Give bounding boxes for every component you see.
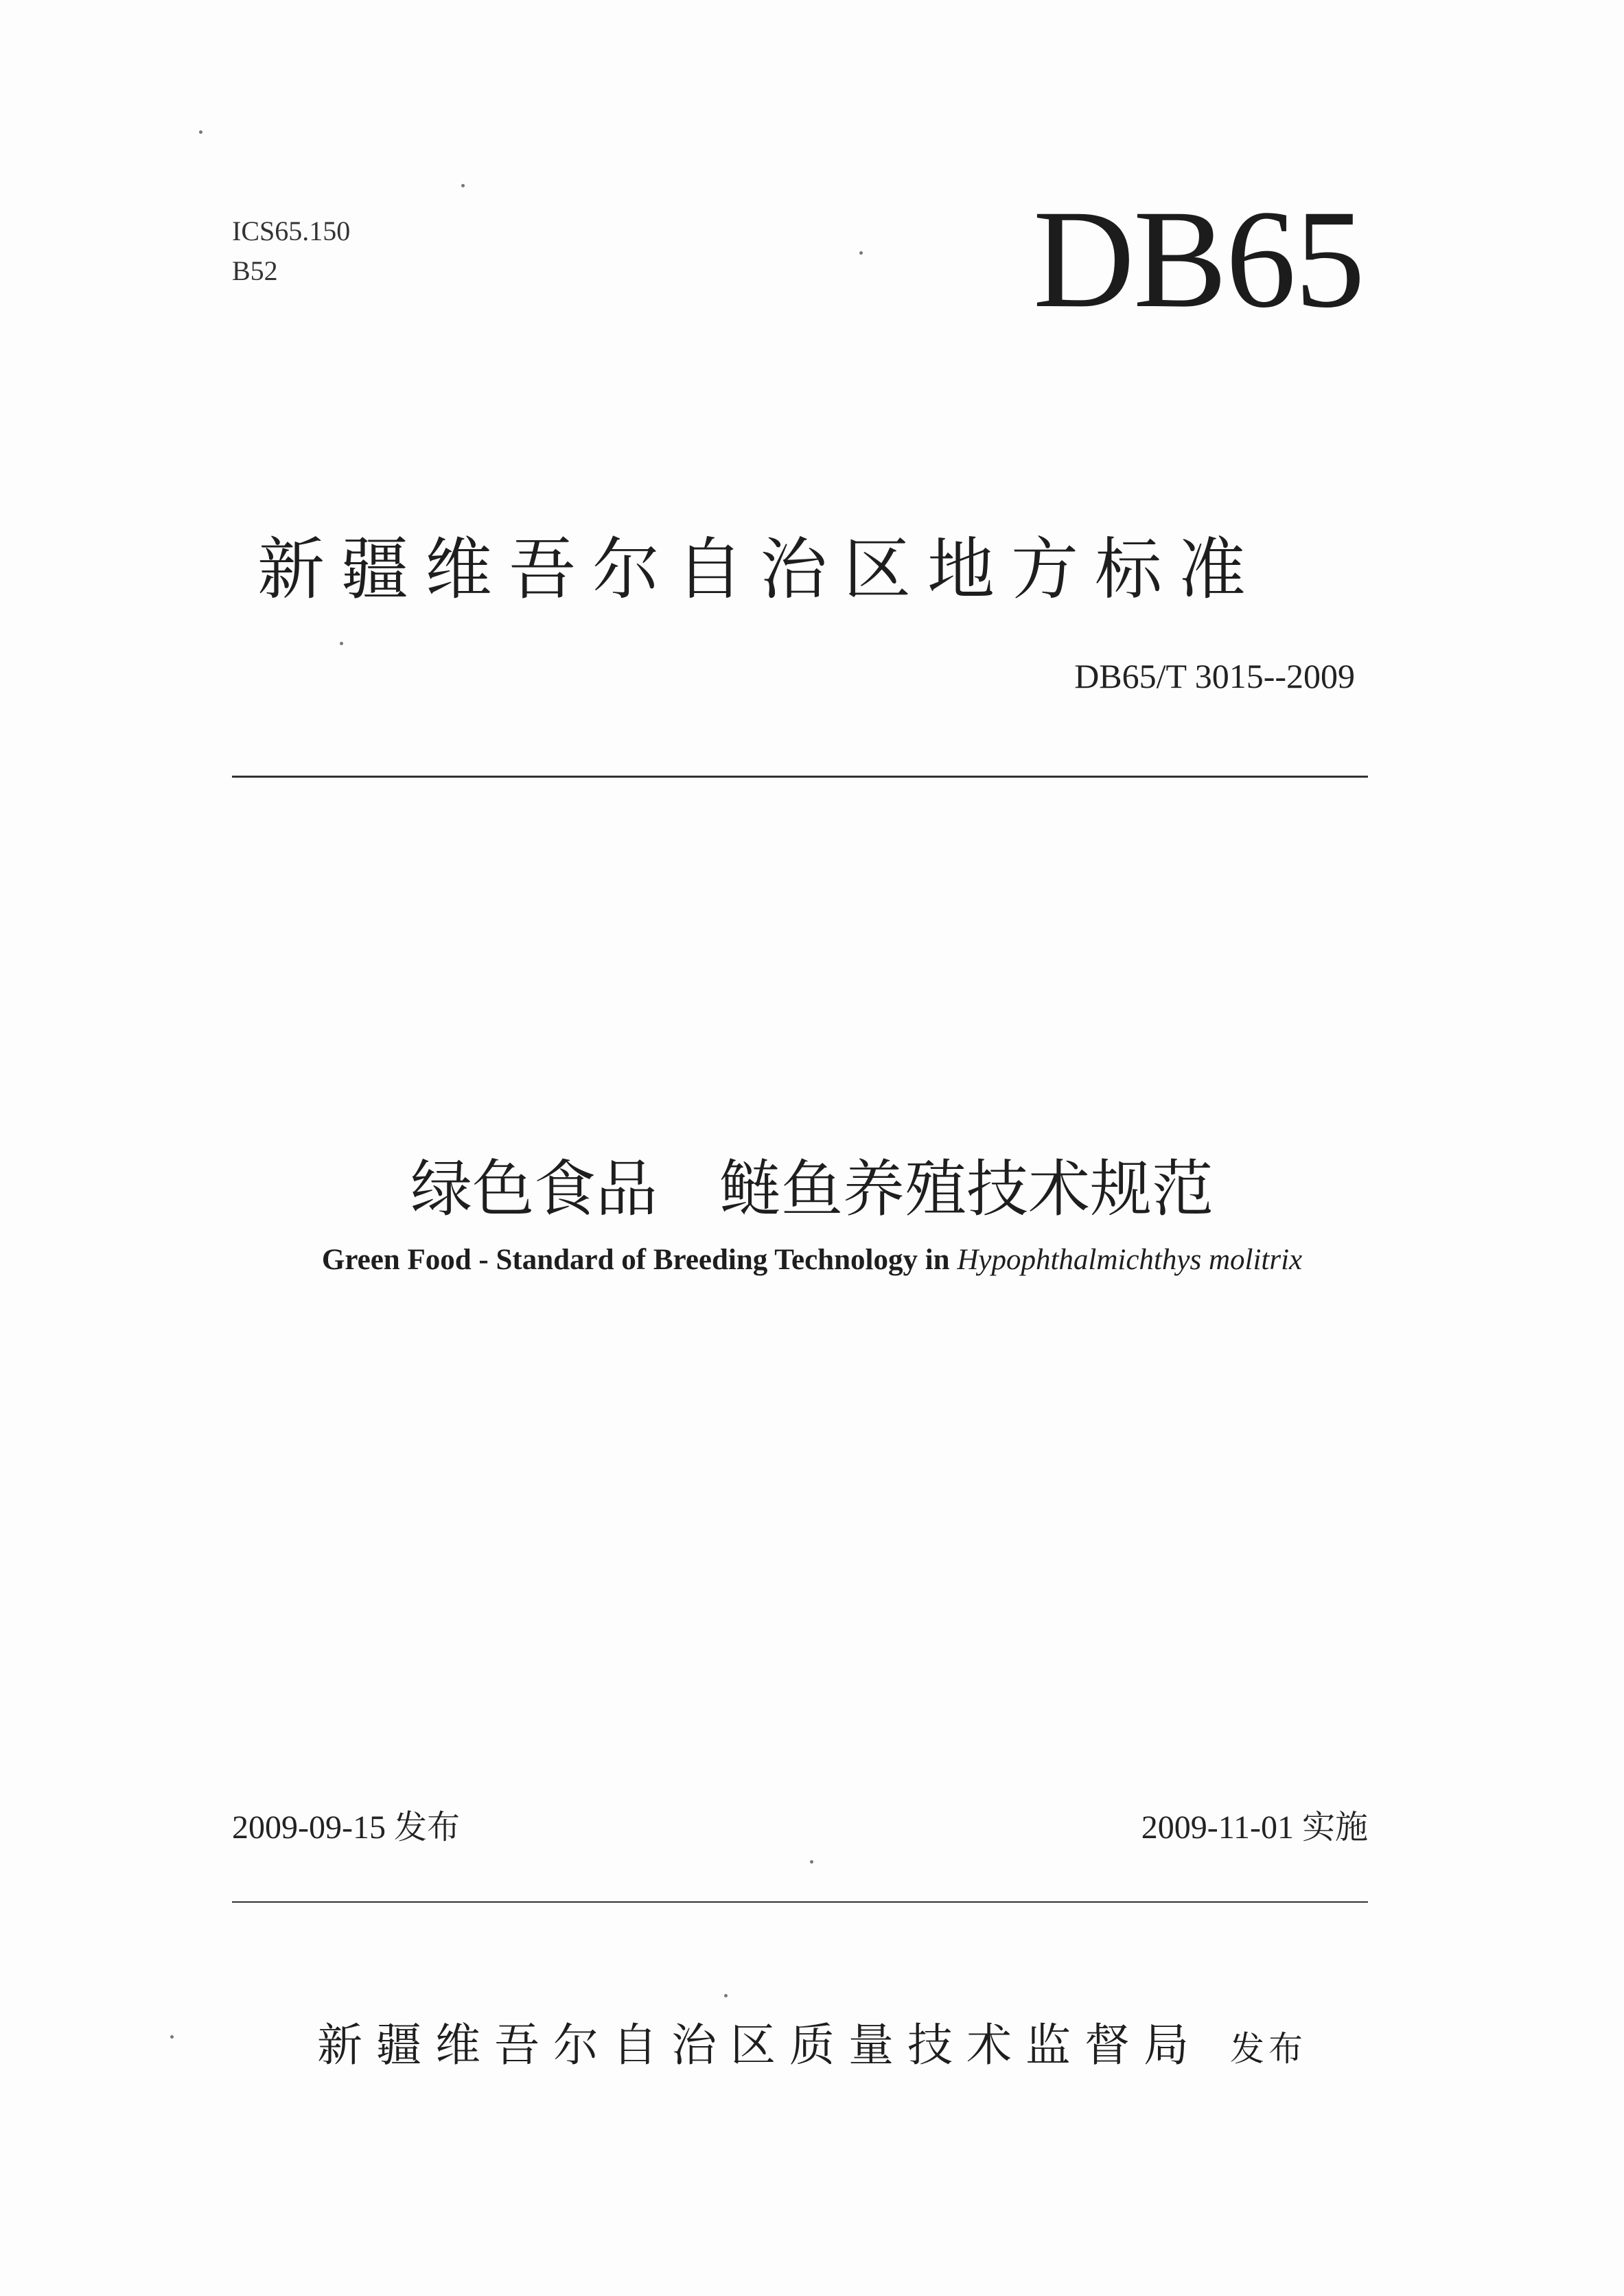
scan-speck xyxy=(859,251,863,255)
publisher-line xyxy=(0,2015,1624,2080)
classification-block xyxy=(232,211,350,291)
scientific-name: Hypophthalmichthys molitrix xyxy=(957,1244,1303,1276)
scan-speck xyxy=(340,642,343,645)
issue-date-line xyxy=(232,1807,460,1848)
bottom-divider xyxy=(232,1901,1368,1903)
implementation-label: 实施 xyxy=(1301,1808,1368,1846)
scan-speck xyxy=(461,184,465,187)
publisher-name: 新疆维吾尔自治区质量技术监督局 xyxy=(317,2019,1203,2072)
english-title xyxy=(0,1241,1624,1279)
scan-speck xyxy=(810,1860,813,1864)
chinese-title: 绿色食品 鲢鱼养殖技术规范 xyxy=(410,1153,1214,1225)
top-divider xyxy=(232,776,1368,778)
publisher-label: 发布 xyxy=(1230,2029,1307,2069)
implementation-date-line xyxy=(1141,1807,1368,1848)
scan-speck xyxy=(199,130,202,134)
scan-speck xyxy=(724,1994,728,1997)
issue-date: 2009-09-15 xyxy=(232,1809,386,1846)
ics-code: ICS65.150 xyxy=(232,216,351,246)
issue-label: 发布 xyxy=(393,1808,460,1846)
standard-number: DB65/T 3015--2009 xyxy=(1074,657,1355,695)
standard-type-heading: 新疆维吾尔自治区地方标准 xyxy=(257,531,1263,609)
english-title-prefix: Green Food - Standard of Breeding Technology in xyxy=(321,1244,958,1276)
classification-code: B52 xyxy=(232,255,278,286)
scan-speck xyxy=(170,2035,174,2039)
implementation-date: 2009-11-01 xyxy=(1141,1809,1294,1846)
standard-logo: DB65 xyxy=(1033,181,1364,337)
